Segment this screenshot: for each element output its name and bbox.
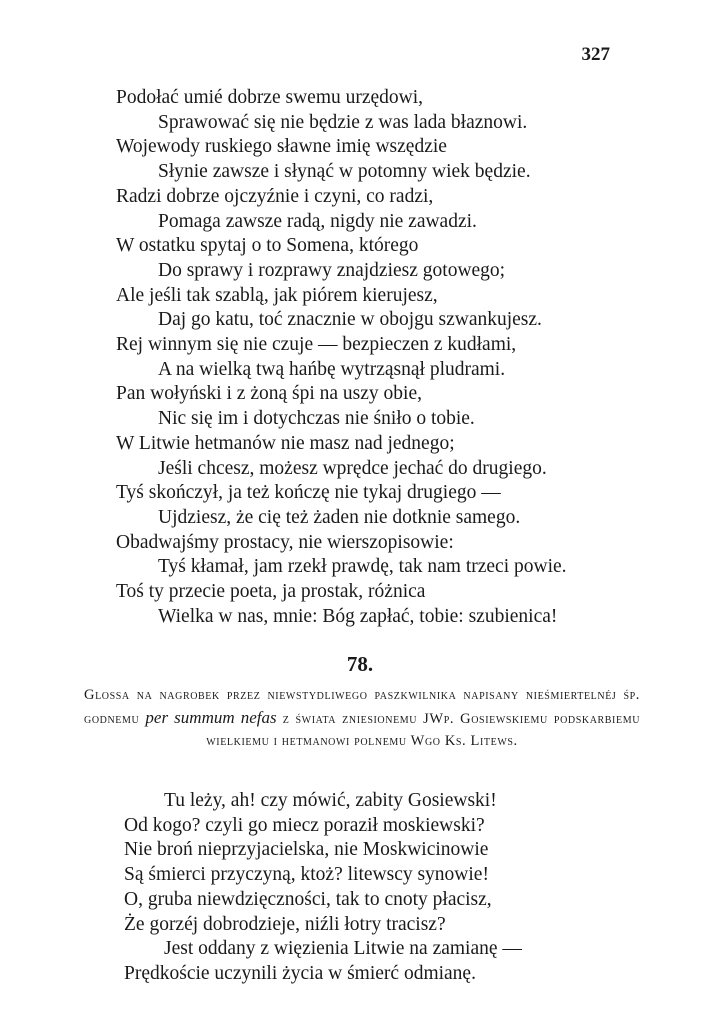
verse-line: Wojewody ruskiego sławne imię wszędzie — [116, 136, 447, 158]
verse-line: Pomaga zawsze radą, nigdy nie zawadzi. — [158, 210, 477, 232]
verse-line: O, gruba niewdzięczności, tak to cnoty płacisz, — [124, 888, 492, 910]
verse-line: Tyś skończył, ja też kończę nie tykaj drugiego — — [116, 482, 501, 504]
verse-line: Od kogo? czyli go miecz poraził moskiewski? — [124, 814, 485, 836]
poem-78-verse — [0, 789, 720, 987]
verse-line: Toś ty przecie poeta, ja prostak, różnica — [116, 581, 426, 603]
page-number: 327 — [581, 44, 610, 65]
poem-title-text: z świata zniesionemu JWp. Gosiewskiemu podskarbiemu wielkiemu i hetmanowi polnemu Wgo Ks. Litews. — [206, 710, 641, 749]
poem-number: 78. — [346, 652, 374, 676]
verse-line: Tyś kłamał, jam rzekł prawdę, tak nam trzeci powie. — [158, 556, 567, 578]
verse-line: Daj go katu, toć znacznie w obojgu szwankujesz. — [158, 309, 542, 331]
verse-line: A na wielką twą hańbę wytrząsnął pludrami. — [158, 358, 506, 380]
verse-line: Rej winnym się nie czuje — bezpieczen z kudłami, — [116, 334, 517, 356]
verse-line: Podołać umié dobrze swemu urzędowi, — [116, 87, 424, 108]
verse-line: Ujdziesz, że cię też żaden nie dotknie samego. — [158, 506, 521, 528]
verse-line: Nic się im i dotychczas nie śniło o tobie. — [158, 408, 475, 430]
verse-line: Słynie zawsze i słynąć w potomny wiek będzie. — [158, 161, 531, 183]
verse-line: W ostatku spytaj o to Somena, którego — [116, 235, 419, 257]
verse-line: Radzi dobrze ojczyźnie i czyni, co radzi, — [116, 185, 434, 207]
poem-title-latin: per summum nefas — [145, 707, 277, 727]
verse-line: Pan wołyński i z żoną śpi na uszy obie, — [116, 383, 422, 405]
verse-line: Wielka w nas, mnie: Bóg zapłać, tobie: szubienica! — [158, 605, 558, 627]
verse-line: Nie broń nieprzyjacielska, nie Moskwicinowie — [124, 839, 489, 861]
verse-line: Ale jeśli tak szablą, jak piórem kierujesz, — [116, 284, 438, 306]
verse-line: Do sprawy i rozprawy znajdziesz gotowego; — [158, 259, 506, 281]
verse-line: Jeśli chcesz, możesz wprędce jechać do drugiego. — [158, 457, 547, 479]
poem-77-verse — [0, 86, 720, 629]
poem-title-text: Glossa na nagrobek przez niewstydliwego paszkwilnika napisany nieśmiertelnéj śp. godnemu — [84, 687, 640, 727]
verse-line: Że gorzéj dobrodzieje, niźli łotry tracisz? — [124, 913, 446, 935]
verse-line: Są śmierci przyczyną, ktoż? litewscy synowie! — [124, 864, 489, 886]
poem-title — [84, 684, 640, 753]
verse-line: Sprawować się nie będzie z was lada błaznowi. — [158, 111, 528, 133]
verse-line: W Litwie hetmanów nie masz nad jednego; — [116, 432, 455, 454]
verse-line: Jest oddany z więzienia Litwie na zamianę — — [164, 938, 522, 960]
verse-line: Obadwajśmy prostacy, nie wierszopisowie: — [116, 531, 454, 553]
verse-line: Tu leży, ah! czy mówić, zabity Gosiewski! — [164, 790, 497, 811]
verse-line: Prędkoście uczynili życia w śmierć odmianę. — [124, 962, 476, 984]
